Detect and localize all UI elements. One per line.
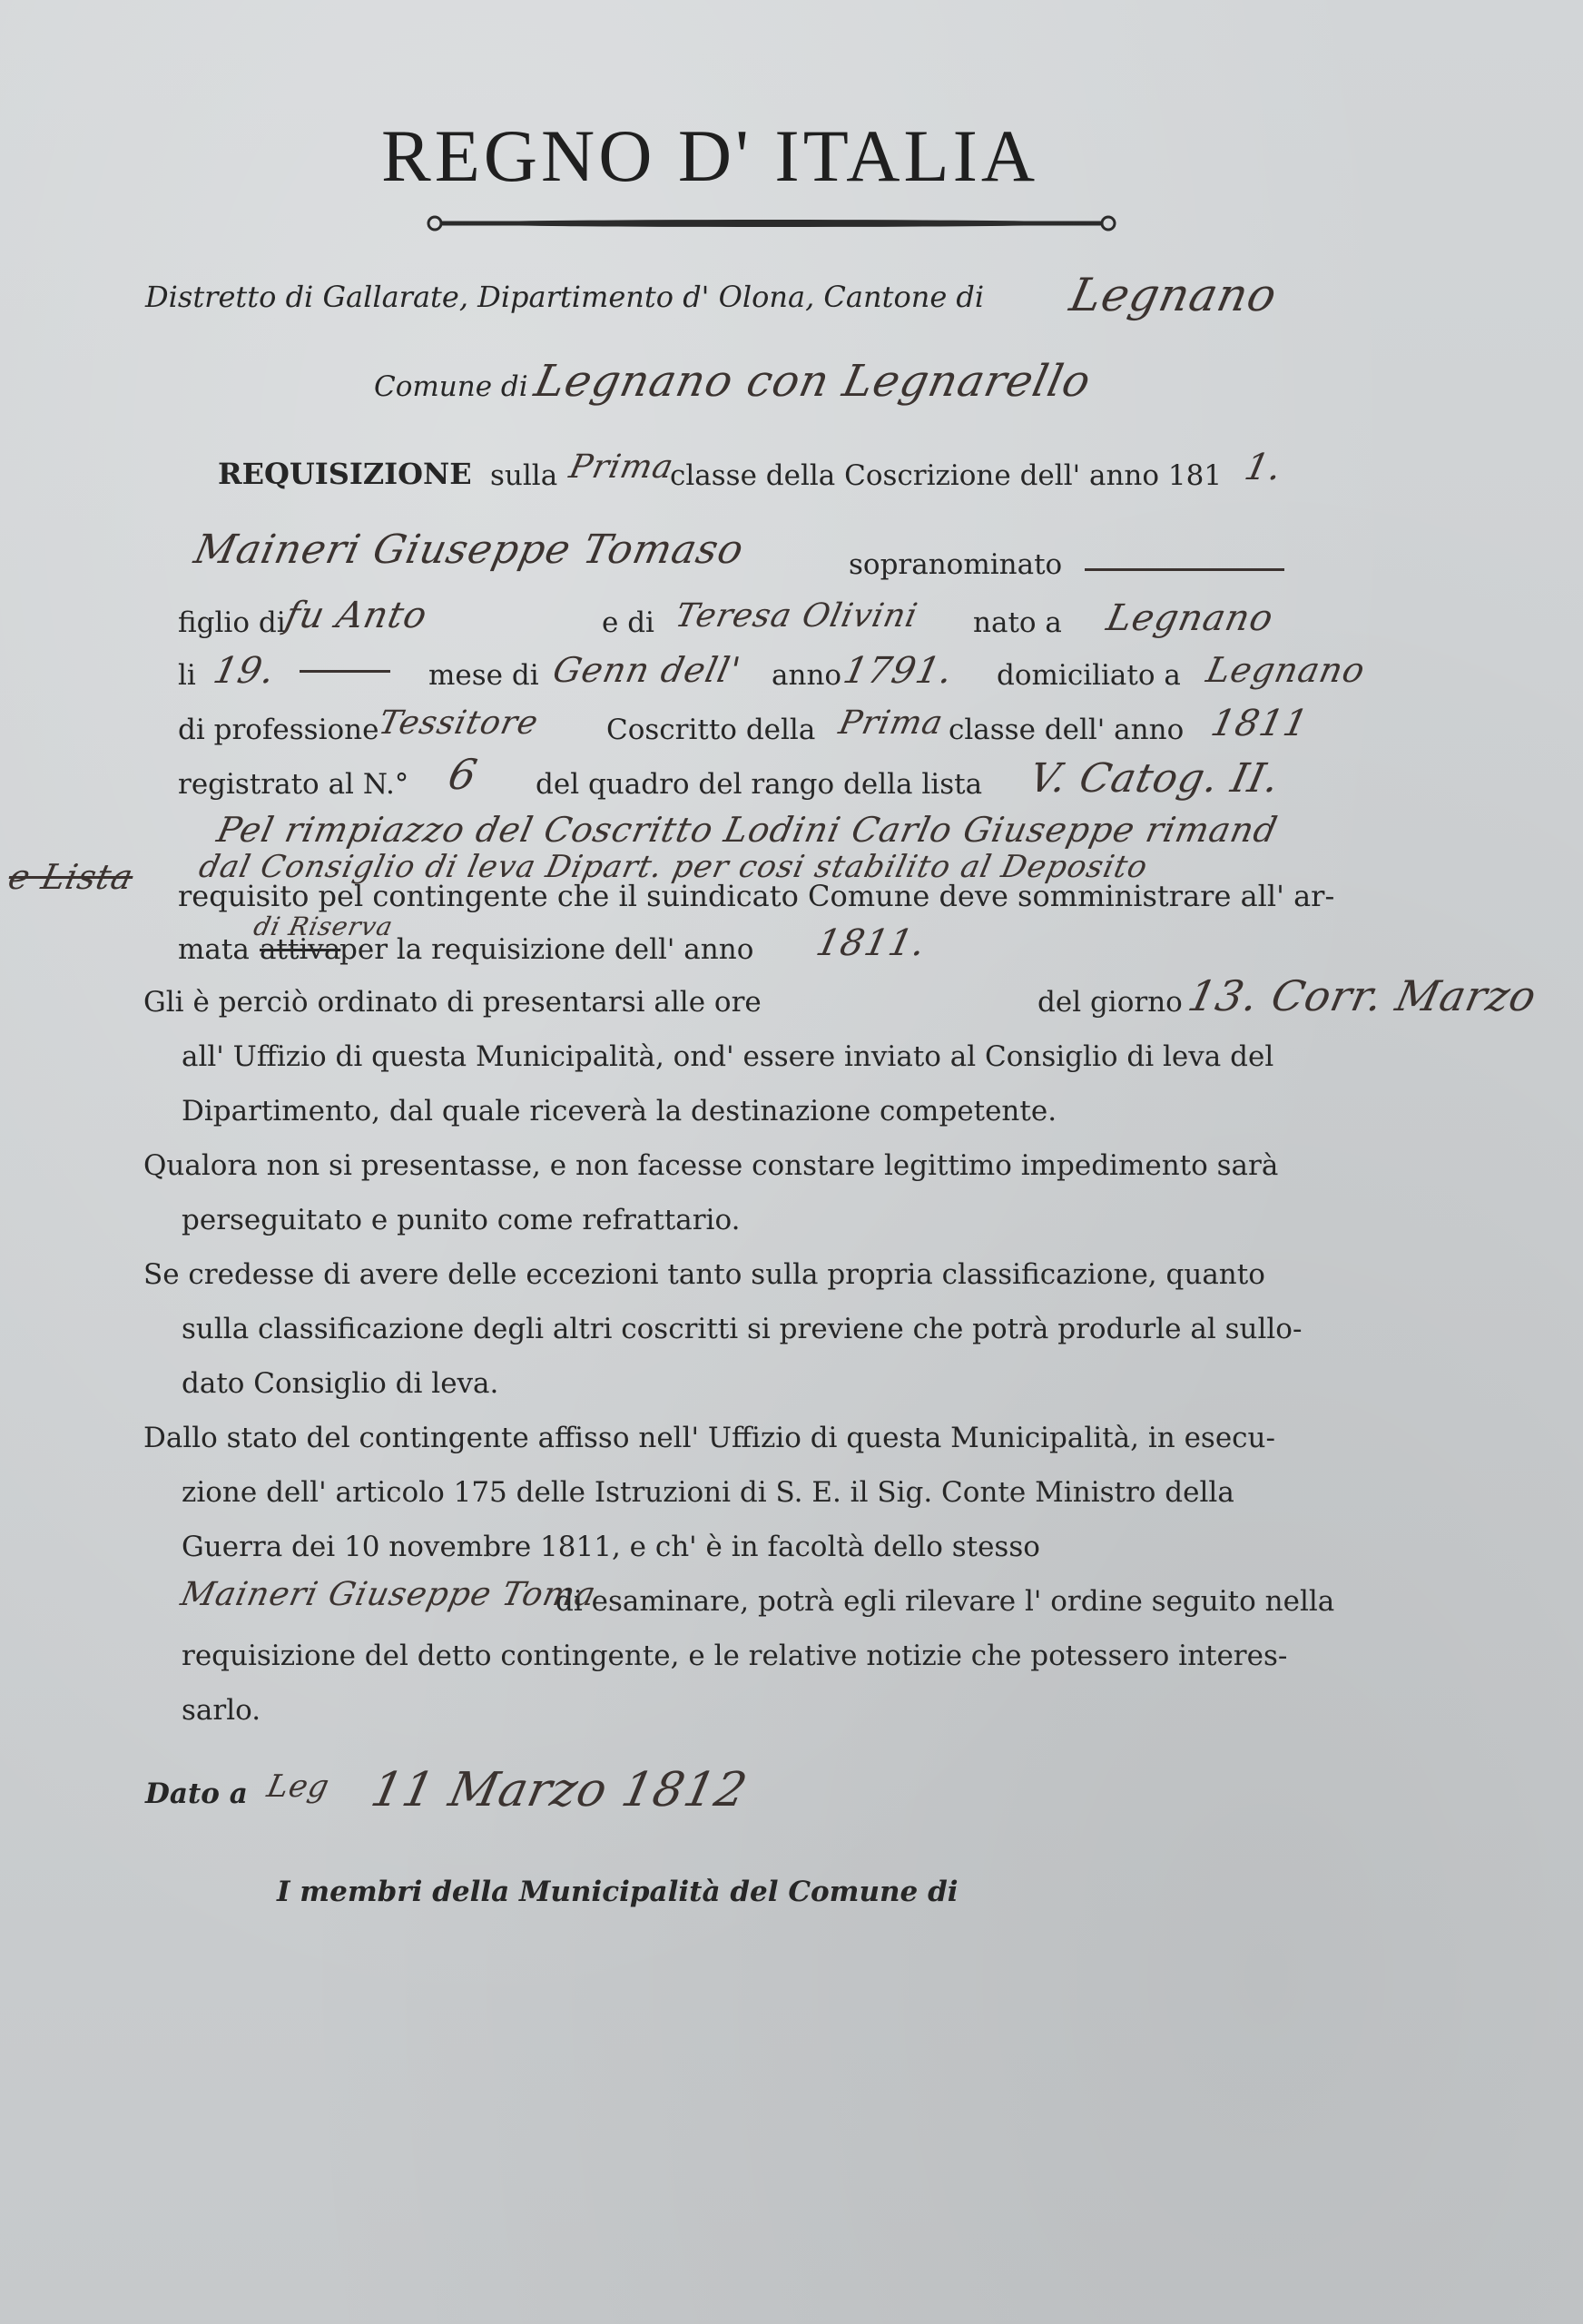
p1-line2: all' Uffizio di questa Municipalità, ond' essere inviato al Consiglio di leva del [182, 1040, 1274, 1073]
blank-rule [300, 670, 390, 673]
requisito-line: requisito pel contingente che il suindicato Comune deve somministrare all' ar- [178, 879, 1335, 913]
coscritto-label: Coscritto della [606, 714, 816, 746]
p4-name-handwritten: Maineri Giuseppe Toma [177, 1576, 600, 1613]
p2-line1: Qualora non si presentasse, e non facesse constare legittimo impedimento sarà [143, 1149, 1279, 1182]
dato-place-handwritten: Leg [263, 1768, 333, 1805]
comune-label: Comune di [374, 370, 528, 403]
quadro-label: del quadro del rango della lista [536, 768, 983, 801]
number-handwritten: 6 [444, 750, 483, 799]
e-di-label: e di [602, 606, 654, 639]
p4-line4: di esaminare, potrà egli rilevare l' ordine seguito nella [556, 1585, 1335, 1618]
conscript-name-handwritten: Maineri Giuseppe Tomaso [190, 527, 749, 573]
registrato-label: registrato al N.° [178, 768, 409, 801]
district-line: Distretto di Gallarate, Dipartimento d' Olona, Cantone di [145, 280, 985, 314]
p1-line1: Gli è perciò ordinato di presentarsi alle ore [143, 986, 762, 1019]
p1-giorno-label: del giorno [1037, 986, 1183, 1019]
page-title: REGNO D' ITALIA [381, 114, 1039, 197]
sopranominato-label: sopranominato [849, 548, 1063, 581]
figlio-label: figlio di [178, 606, 286, 639]
p1-date-handwritten: 13. Corr. Marzo [1184, 971, 1542, 1020]
p1-line3: Dipartimento, dal quale riceverà la destinazione competente. [182, 1095, 1057, 1128]
p4-line3: Guerra dei 10 novembre 1811, e ch' è in facoltà dello stesso [182, 1531, 1040, 1563]
p3-line2: sulla classificazione degli altri coscritti si previene che potrà produrle al sullo- [182, 1313, 1303, 1345]
blank-rule [1085, 568, 1284, 571]
father-handwritten: fu Anto [281, 595, 431, 636]
note-line2-handwritten: dal Consiglio di leva Dipart. per cosi stabilito al Deposito [195, 849, 1152, 885]
p3-line1: Se credesse di avere delle eccezioni tanto sulla propria classificazione, quanto [143, 1258, 1265, 1291]
dato-date-handwritten: 11 Marzo 1812 [366, 1763, 752, 1817]
p4-line5: requisizione del detto contingente, e le relative notizie che potessero interes- [182, 1640, 1288, 1672]
requisizione-sulla: sulla [490, 459, 558, 492]
classe-anno-label: classe dell' anno [949, 714, 1185, 746]
p4-line2: zione dell' articolo 175 delle Istruzioni di S. E. il Sig. Conte Ministro della [182, 1476, 1234, 1509]
nato-a-label: nato a [973, 606, 1062, 639]
birthyear-handwritten: 1791. [840, 650, 958, 692]
mese-label: mese di [428, 659, 539, 692]
mother-handwritten: Teresa Olivini [672, 597, 921, 635]
ornament-divider [422, 211, 1121, 236]
mata-struck-word: attiva [260, 933, 341, 966]
requisizione-label: REQUISIZIONE [218, 457, 472, 491]
p4-line1: Dallo stato del contingente affisso nell' Uffizio di questa Municipalità, in esecu- [143, 1422, 1275, 1454]
mata-rest: per la requisizione dell' anno [339, 933, 754, 966]
membri-line: I membri della Municipalità del Comune di [277, 1876, 959, 1908]
cantone-handwritten: Legnano [1065, 269, 1283, 321]
p2-line2: perseguitato e punito come refrattario. [182, 1204, 741, 1236]
mata-year-handwritten: 1811. [812, 922, 930, 964]
comune-handwritten: Legnano con Legnarello [530, 356, 1096, 407]
month-handwritten: Genn dell' [549, 650, 745, 690]
birthplace-handwritten: Legnano [1103, 597, 1278, 639]
li-label: li [178, 659, 196, 692]
day-handwritten: 19. [210, 650, 280, 692]
p3-line3: dato Consiglio di leva. [182, 1367, 499, 1400]
dato-label: Dato a [145, 1777, 248, 1810]
note-line1-handwritten: Pel rimpiazzo del Coscritto Lodini Carlo Giuseppe rimand [213, 810, 1282, 850]
requisizione-year-handwritten: 1. [1241, 447, 1287, 488]
margin-handwritten: e Lista [5, 857, 138, 897]
anno-label: anno [772, 659, 842, 692]
profession-handwritten: Tessitore [375, 704, 542, 742]
mata-prefix: mata [178, 933, 250, 966]
domiciliato-label: domiciliato a [997, 659, 1181, 692]
mata-above-handwritten: di Riserva [251, 911, 397, 941]
p4-line6: sarlo. [182, 1694, 261, 1727]
requisizione-classe-handwritten: Prima [565, 448, 677, 486]
coscritto-classe-handwritten: Prima [835, 704, 947, 742]
domicile-handwritten: Legnano [1203, 650, 1370, 690]
lista-handwritten: V. Catog. II. [1025, 755, 1284, 802]
requisizione-rest: classe della Coscrizione dell' anno 181 [670, 459, 1223, 492]
classe-year-handwritten: 1811 [1207, 703, 1313, 744]
professione-label: di professione [178, 714, 379, 746]
